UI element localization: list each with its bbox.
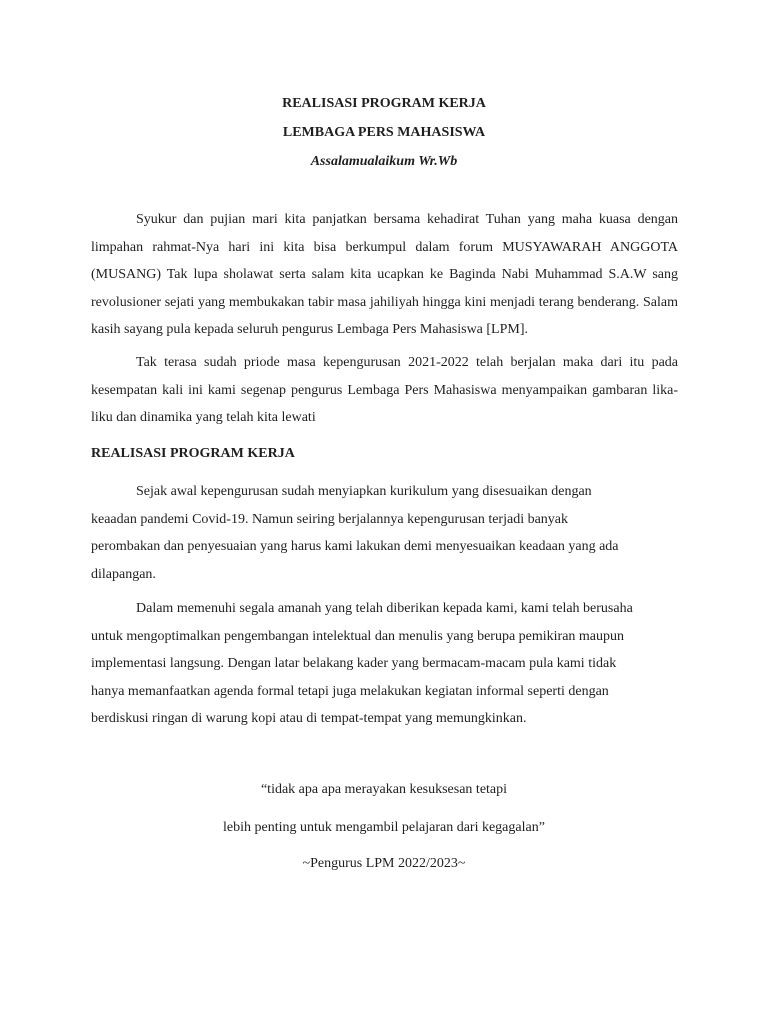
paragraph-line: untuk mengoptimalkan pengembangan intelektual dan menulis yang berupa pemikiran maupun [91,628,625,644]
paragraph-mandate [91,595,678,733]
paragraph-line: berdiskusi ringan di warung kopi atau di tempat-tempat yang memungkinkan. [91,711,527,726]
paragraph-curriculum [91,478,678,588]
document-title: REALISASI PROGRAM KERJA [282,96,486,111]
section-heading: REALISASI PROGRAM KERJA [91,446,295,461]
paragraph-period: Tak terasa sudah priode masa kepengurusan 2021-2022 telah berjalan maka dari itu pada kesempatan kali ini kami segenap pengurus Lembaga Pers Mahasiswa menyampaikan gambaran lika-liku dan dinamika yang telah kita lewati [91,355,678,425]
paragraph-line: dilapangan. [91,566,156,582]
quote-line-2: lebih penting untuk mengambil pelajaran dari kegagalan” [223,820,545,835]
paragraph-line: hanya memanfaatkan agenda formal tetapi juga melakukan kegiatan informal seperti dengan [91,683,609,699]
paragraph-line: Dalam memenuhi segala amanah yang telah diberikan kepada kami, kami telah berusaha [136,601,633,616]
document-subtitle: LEMBAGA PERS MAHASISWA [282,125,486,140]
paragraph-line: perombakan dan penyesuaian yang harus kami lakukan demi menyesuaikan keadaan yang ada [91,539,619,554]
quote-line-1: “tidak apa apa merayakan kesuksesan tetapi [260,782,508,797]
paragraph-line: keaadan pandemi Covid-19. Namun seiring berjalannya kepengurusan terjadi banyak [91,511,569,527]
paragraph-opening: Syukur dan pujian mari kita panjatkan bersama kehadirat Tuhan yang maha kuasa dengan limpahan rahmat-Nya hari ini kita bisa berkumpul dalam forum MUSYAWARAH ANGGOTA (MUSANG) Tak lupa sholawat serta salam kita ucapkan ke Baginda Nabi Muhammad S.A.W sang revolusioner sejati yang membukakan tabir masa jahiliyah hingga kini menjadi terang benderang. Salam kasih sayang pula kepada seluruh pengurus Lembaga Pers Mahasiswa [LPM]. [91,212,678,337]
quote-signature: ~Pengurus LPM 2022/2023~ [302,856,466,871]
paragraph-line: implementasi langsung. Dengan latar belakang kader yang bermacam-macam pula kami tidak [91,656,617,671]
greeting: Assalamualaikum Wr.Wb [310,154,458,169]
paragraph-line: Sejak awal kepengurusan sudah menyiapkan kurikulum yang disesuaikan dengan [136,484,592,499]
